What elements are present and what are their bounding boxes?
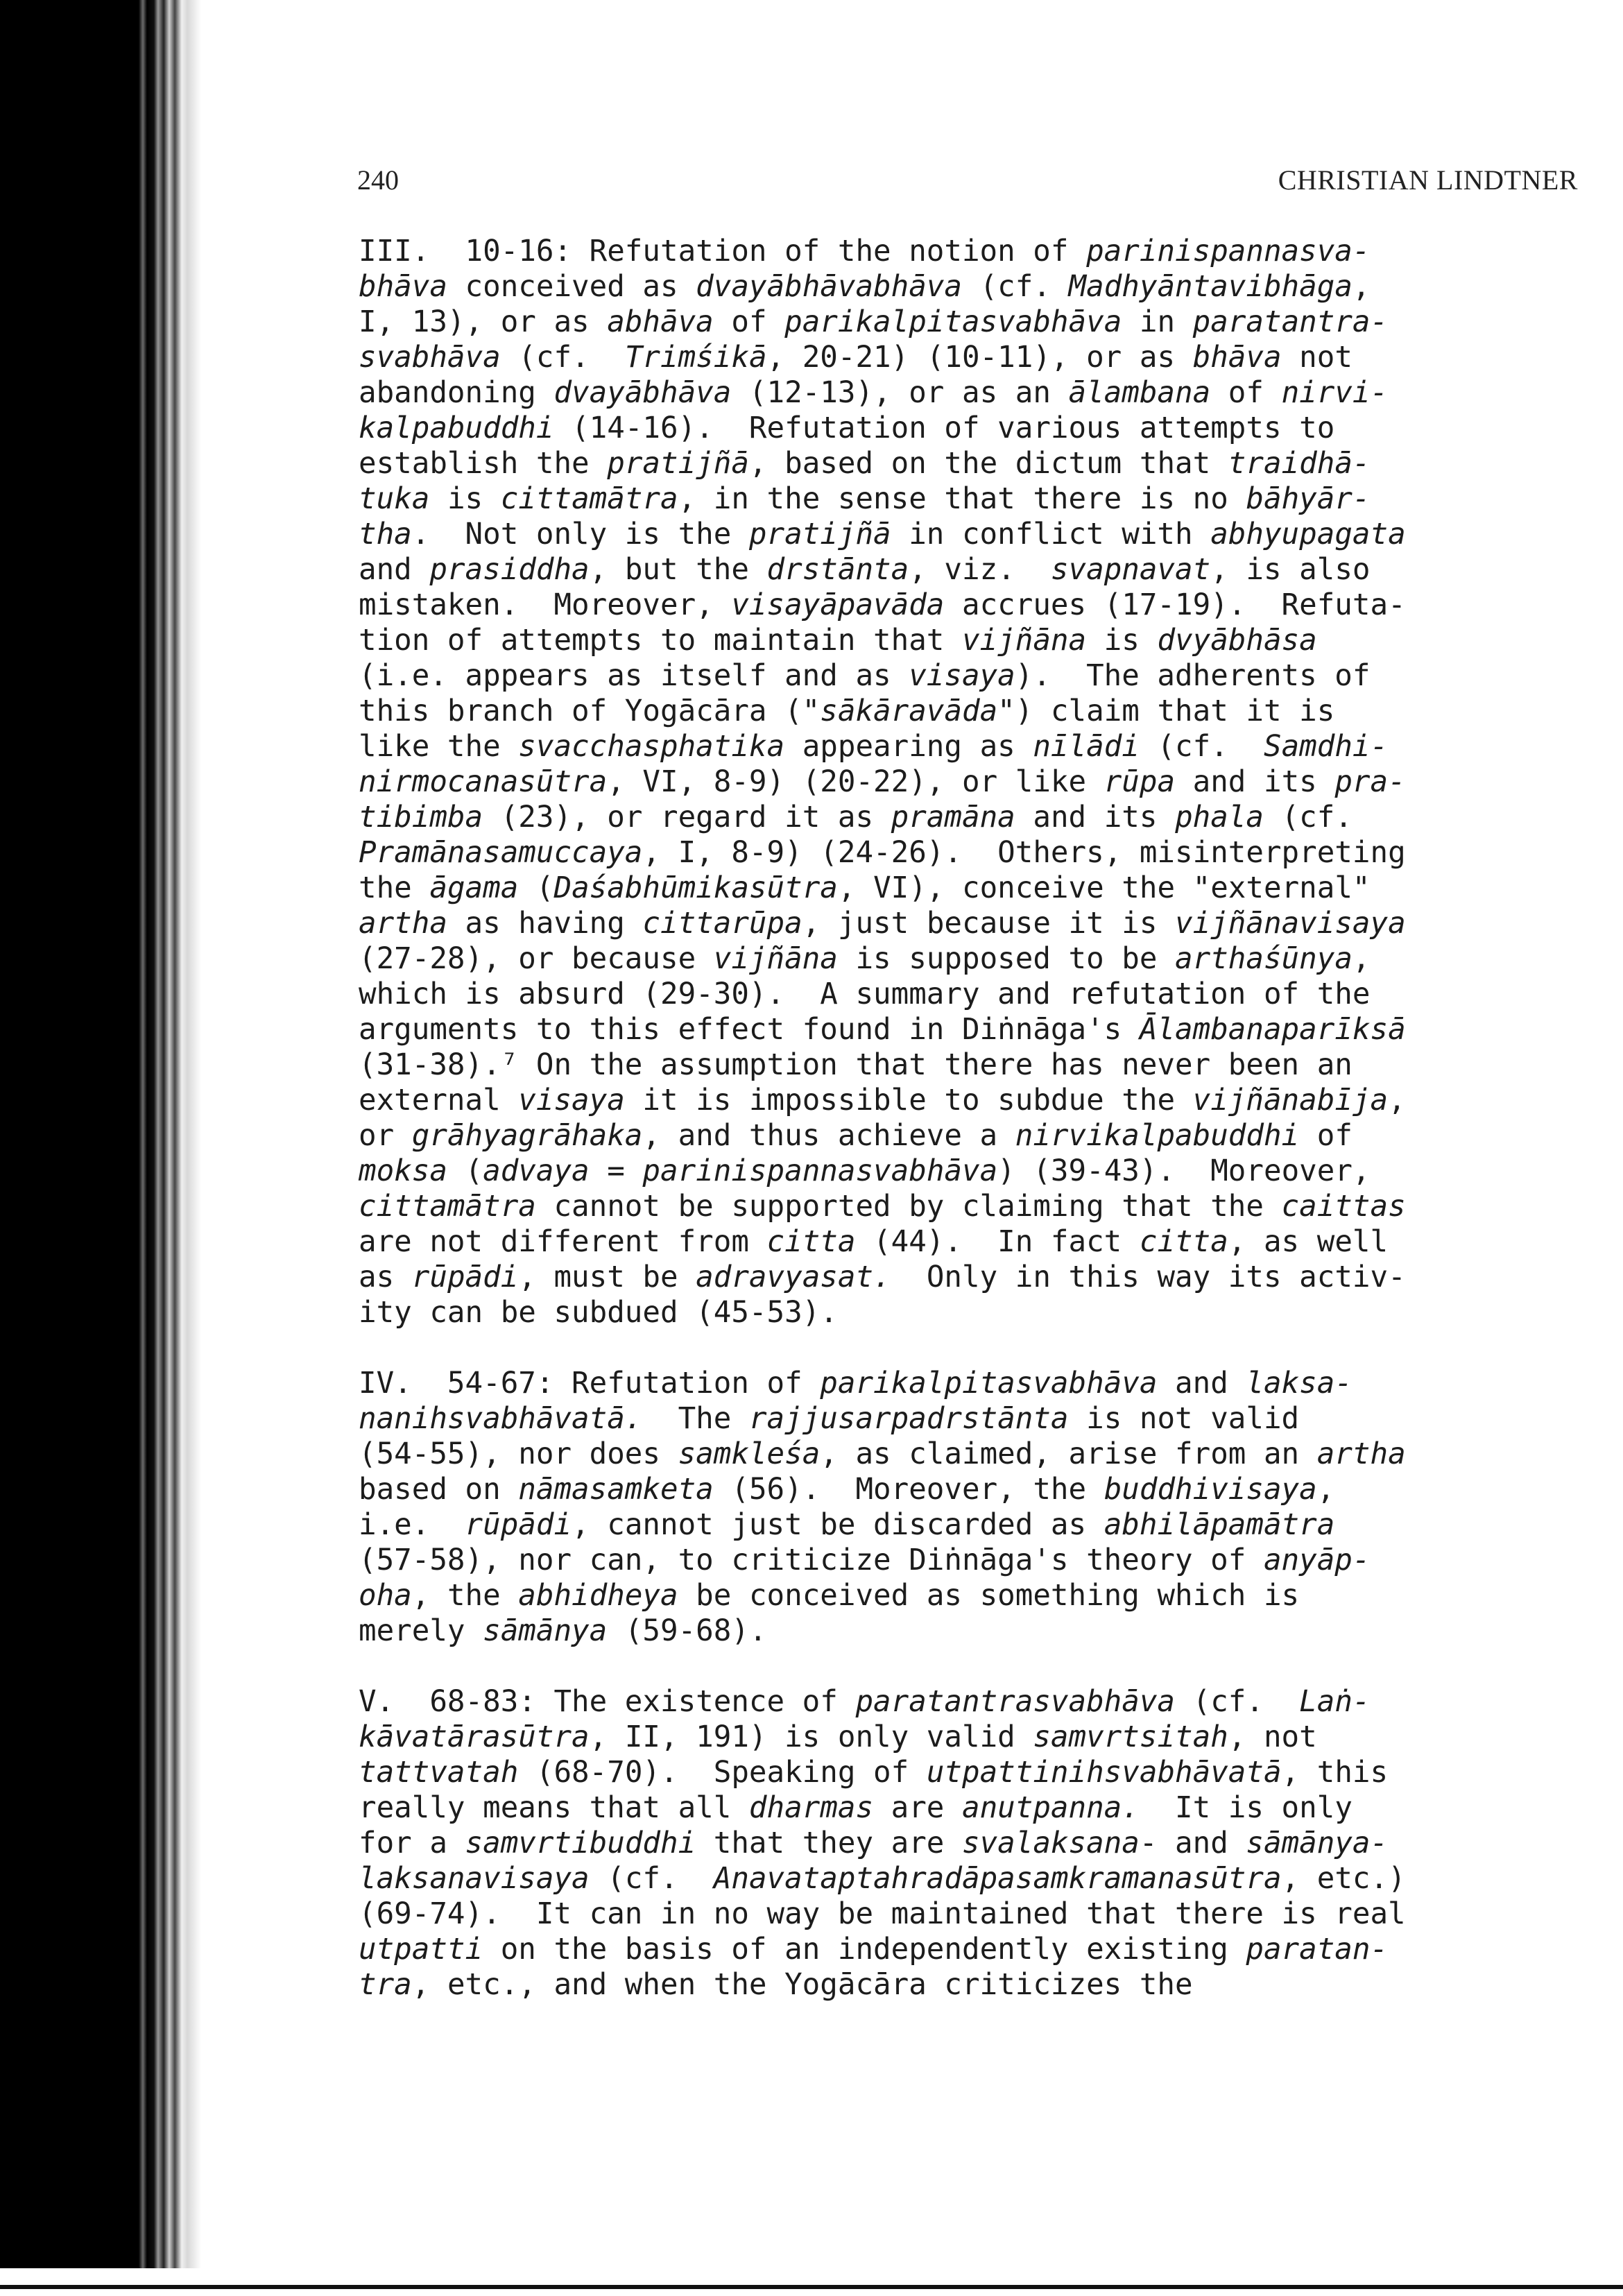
- italic-term: vijñāna: [713, 942, 838, 976]
- text-run: are: [873, 1791, 962, 1825]
- italic-term: abhidheya: [518, 1579, 678, 1613]
- text-run: in: [1122, 305, 1193, 339]
- text-line: [359, 1437, 1579, 1472]
- italic-term: bhāva: [359, 270, 447, 304]
- text-run: cannot be supported by claiming that the: [535, 1190, 1282, 1224]
- italic-term: visaya: [518, 1083, 625, 1117]
- text-run: III. 10-16: Refutation of the notion of: [359, 234, 1087, 268]
- text-run: (68-70). Speaking of: [518, 1756, 927, 1790]
- italic-term: buddhivisaya: [1104, 1473, 1317, 1507]
- paragraph-gap: [359, 1649, 1579, 1684]
- italic-term: Anavataptahradāpasamkramanasūtra: [713, 1862, 1282, 1896]
- text-run: , but the: [589, 553, 767, 587]
- text-line: [359, 1684, 1579, 1720]
- text-run: , II, 191) is only valid: [589, 1720, 1033, 1754]
- italic-term: tra: [359, 1968, 412, 2002]
- text-line: [359, 1932, 1579, 1967]
- italic-term: dvyābhāsa: [1157, 624, 1317, 658]
- text-run: appearing as: [784, 730, 1033, 764]
- text-line: [359, 1613, 1579, 1649]
- text-run: ,: [1352, 942, 1371, 976]
- italic-term: cittamātra: [500, 482, 678, 516]
- italic-term: traidhā-: [1228, 447, 1371, 481]
- italic-term: svabhāva: [359, 341, 501, 375]
- text-run: (cf.: [1139, 730, 1264, 764]
- text-line: [359, 1507, 1579, 1543]
- text-line: [359, 375, 1579, 411]
- text-run: (31-38).⁷ On the assumption that there has never been an: [359, 1048, 1352, 1082]
- italic-term: cittarūpa: [642, 907, 802, 941]
- italic-term: abhāva: [607, 305, 714, 339]
- text-run: (12-13), or as an: [731, 376, 1069, 410]
- text-line: [359, 729, 1579, 764]
- text-run: , and thus achieve a: [642, 1119, 1015, 1153]
- text-run: and its: [1175, 765, 1335, 799]
- text-line: [359, 1012, 1579, 1047]
- text-run: (: [518, 871, 554, 905]
- text-run: (i.e. appears as itself and as: [359, 659, 909, 693]
- italic-term: bhāva: [1192, 341, 1282, 375]
- text-line: [359, 1154, 1579, 1189]
- text-line: [359, 764, 1579, 800]
- italic-term: abhilāpamātra: [1104, 1508, 1335, 1542]
- text-run: , VI), conceive the "external": [837, 871, 1371, 905]
- italic-term: drstānta: [766, 553, 909, 587]
- italic-term: paratantra-: [1192, 305, 1389, 339]
- italic-term: citta: [1139, 1225, 1228, 1259]
- text-run: and: [359, 553, 430, 587]
- italic-term: samkleśa: [678, 1437, 821, 1471]
- italic-term: paratantrasvabhāva: [855, 1685, 1176, 1719]
- italic-term: arthaśūnya: [1175, 942, 1352, 976]
- italic-term: artha: [359, 907, 447, 941]
- text-line: [359, 1295, 1579, 1330]
- italic-term: nāmasamketa: [518, 1473, 714, 1507]
- text-run: , viz.: [909, 553, 1051, 587]
- text-run: (cf.: [1175, 1685, 1300, 1719]
- text-run: , I, 8-9) (24-26). Others, misinterpreting: [642, 836, 1406, 870]
- text-line: [359, 517, 1579, 552]
- italic-term: prasiddha: [429, 553, 590, 587]
- text-run: (14-16). Refutation of various attempts to: [553, 411, 1335, 445]
- text-line: [359, 1224, 1579, 1260]
- text-run: , 20-21) (10-11), or as: [766, 341, 1193, 375]
- italic-term: pratijñā: [748, 517, 891, 551]
- italic-term: sāmānya: [483, 1614, 608, 1648]
- italic-term: tuka: [359, 482, 430, 516]
- text-run: is supposed to be: [837, 942, 1176, 976]
- text-line: [359, 1047, 1579, 1083]
- text-run: I, 13), or as: [359, 305, 608, 339]
- text-line: [359, 1401, 1579, 1437]
- italic-term: laksanavisaya: [359, 1862, 590, 1896]
- text-run: ,: [1316, 1473, 1335, 1507]
- text-line: [359, 340, 1579, 375]
- text-line: [359, 1790, 1579, 1826]
- text-line: [359, 481, 1579, 517]
- text-run: be conceived as something which is: [678, 1579, 1300, 1613]
- italic-term: paratan-: [1246, 1933, 1389, 1967]
- section-v-paragraph: [359, 1684, 1579, 2003]
- italic-term: rūpādi: [465, 1508, 572, 1542]
- italic-term: dharmas: [748, 1791, 874, 1825]
- text-run: conceived as: [447, 270, 696, 304]
- italic-term: kalpabuddhi: [359, 411, 554, 445]
- text-line: [359, 446, 1579, 481]
- page-header: [357, 164, 1578, 198]
- italic-term: anutpanna.: [961, 1791, 1140, 1825]
- text-run: , just because it is: [802, 907, 1176, 941]
- text-run: is not valid: [1068, 1402, 1300, 1436]
- italic-term: ālambana: [1068, 376, 1211, 410]
- text-run: like the: [359, 730, 519, 764]
- italic-term: samvrtibuddhi: [465, 1826, 696, 1860]
- italic-term: svacchasphatika: [518, 730, 785, 764]
- text-run: which is absurd (29-30). A summary and refutation of the: [359, 977, 1371, 1011]
- text-run: is: [429, 482, 501, 516]
- text-line: [359, 871, 1579, 906]
- text-run: , must be: [518, 1260, 696, 1294]
- italic-term: Pramānasamuccaya: [359, 836, 643, 870]
- text-run: as: [359, 1260, 412, 1294]
- text-run: (: [447, 1154, 483, 1188]
- text-run: (56). Moreover, the: [713, 1473, 1104, 1507]
- text-line: [359, 305, 1579, 340]
- text-run: and its: [1015, 800, 1176, 834]
- text-run: accrues (17-19). Refuta-: [944, 588, 1406, 622]
- text-run: , not: [1228, 1720, 1317, 1754]
- text-run: this branch of Yogācāra (": [359, 694, 821, 728]
- italic-term: Daśabhūmikasūtra: [553, 871, 838, 905]
- text-run: the: [359, 871, 430, 905]
- italic-term: nirmocanasūtra: [359, 765, 608, 799]
- book-binding-shadow: [0, 0, 201, 2268]
- text-run: ,: [1388, 1083, 1406, 1117]
- text-run: (54-55), nor does: [359, 1437, 678, 1471]
- text-run: , etc.): [1281, 1862, 1406, 1896]
- text-run: Only in this way its activ-: [891, 1260, 1406, 1294]
- text-run: mistaken. Moreover,: [359, 588, 732, 622]
- text-run: is: [1086, 624, 1158, 658]
- text-run: , VI, 8-9) (20-22), or like: [607, 765, 1104, 799]
- italic-term: Madhyāntavibhāga: [1068, 270, 1352, 304]
- italic-term: parikalpitasvabhāva: [820, 1367, 1158, 1400]
- text-run: (cf.: [1264, 800, 1352, 834]
- paragraph-gap: [359, 1330, 1579, 1366]
- text-line: [359, 1189, 1579, 1224]
- text-line: [359, 1118, 1579, 1154]
- italic-term: samvrtsitah: [1033, 1720, 1228, 1754]
- text-line: [359, 623, 1579, 658]
- text-run: , etc., and when the Yogācāra criticizes the: [411, 1968, 1193, 2002]
- text-line: [359, 1755, 1579, 1790]
- italic-term: vijñānabīja: [1192, 1083, 1389, 1117]
- italic-term: kāvatārasūtra: [359, 1720, 590, 1754]
- text-run: really means that all: [359, 1791, 749, 1825]
- text-run: abandoning: [359, 376, 554, 410]
- text-run: are not different from: [359, 1225, 767, 1259]
- text-line: [359, 1861, 1579, 1896]
- italic-term: dvayābhāvabhāva: [696, 270, 962, 304]
- text-run: IV. 54-67: Refutation of: [359, 1367, 821, 1400]
- section-iv-paragraph: [359, 1366, 1579, 1649]
- text-line: [359, 941, 1579, 977]
- text-line: [359, 1366, 1579, 1401]
- text-line: [359, 1083, 1579, 1118]
- text-run: (cf.: [589, 1862, 714, 1896]
- text-line: [359, 1260, 1579, 1295]
- text-run: for a: [359, 1826, 465, 1860]
- text-run: tion of attempts to maintain that: [359, 624, 962, 658]
- text-run: in conflict with: [891, 517, 1211, 551]
- text-run: of: [1210, 376, 1282, 410]
- italic-term: svapnavat: [1050, 553, 1211, 587]
- text-line: [359, 658, 1579, 694]
- text-run: . Not only is the: [411, 517, 749, 551]
- italic-term: svalaksana: [961, 1826, 1140, 1860]
- text-run: ) (39-43). Moreover,: [997, 1154, 1371, 1188]
- body-text: [359, 234, 1579, 2003]
- text-line: [359, 800, 1579, 835]
- text-line: [359, 411, 1579, 446]
- text-run: , based on the dictum that: [748, 447, 1228, 481]
- italic-term: citta: [766, 1225, 856, 1259]
- text-line: [359, 269, 1579, 305]
- text-run: The: [642, 1402, 749, 1436]
- text-line: [359, 694, 1579, 729]
- section-iii-paragraph: [359, 234, 1579, 1330]
- text-run: - and: [1139, 1826, 1246, 1860]
- italic-term: āgama: [429, 871, 519, 905]
- text-run: V. 68-83: The existence of: [359, 1685, 856, 1719]
- italic-term: rajjusarpadrstānta: [748, 1402, 1069, 1436]
- italic-term: anyāp-: [1263, 1543, 1371, 1577]
- italic-term: laksa-: [1246, 1367, 1352, 1400]
- italic-term: parikalpitasvabhāva: [784, 305, 1122, 339]
- text-line: [359, 1826, 1579, 1861]
- italic-term: tibimba: [359, 800, 483, 834]
- italic-term: tha: [359, 517, 412, 551]
- text-line: [359, 1578, 1579, 1613]
- text-line: [359, 906, 1579, 941]
- italic-term: parinispannasva-: [1086, 234, 1371, 268]
- text-run: , as claimed, arise from an: [820, 1437, 1317, 1471]
- text-run: , as well: [1228, 1225, 1389, 1259]
- page-bottom-edge: [0, 2285, 1623, 2289]
- text-run: It is only: [1139, 1791, 1352, 1825]
- italic-term: parinispannasvabhāva: [642, 1154, 998, 1188]
- text-run: not: [1281, 341, 1352, 375]
- italic-term: advaya: [483, 1154, 590, 1188]
- text-run: ity can be subdued (45-53).: [359, 1296, 838, 1330]
- text-run: establish the: [359, 447, 608, 481]
- italic-term: oha: [359, 1579, 412, 1613]
- italic-term: rūpa: [1104, 765, 1176, 799]
- page-number: 240: [357, 164, 399, 196]
- text-line: [359, 588, 1579, 623]
- text-run: ") claim that it is: [997, 694, 1335, 728]
- text-run: merely: [359, 1614, 483, 1648]
- text-run: , the: [411, 1579, 519, 1613]
- text-run: , this: [1281, 1756, 1389, 1790]
- text-run: based on: [359, 1473, 519, 1507]
- italic-term: abhyupagata: [1210, 517, 1406, 551]
- italic-term: phala: [1175, 800, 1264, 834]
- text-line: [359, 1967, 1579, 2003]
- text-run: , is also: [1210, 553, 1371, 587]
- italic-term: pra-: [1334, 765, 1406, 799]
- text-line: [359, 1720, 1579, 1755]
- italic-term: bāhyār-: [1246, 482, 1371, 516]
- italic-term: pramāna: [891, 800, 1015, 834]
- text-run: or: [359, 1119, 412, 1153]
- italic-term: caittas: [1281, 1190, 1406, 1224]
- text-line: [359, 835, 1579, 871]
- text-run: ,: [1352, 270, 1371, 304]
- italic-term: adravyasat.: [696, 1260, 891, 1294]
- italic-term: utpattinihsvabhāvatā: [926, 1756, 1282, 1790]
- italic-term: moksa: [359, 1154, 447, 1188]
- italic-term: nirvi-: [1281, 376, 1389, 410]
- text-run: on the basis of an independently existing: [483, 1933, 1246, 1967]
- text-line: [359, 552, 1579, 588]
- italic-term: rūpādi: [411, 1260, 519, 1294]
- italic-term: nanihsvabhāvatā.: [359, 1402, 643, 1436]
- italic-term: visaya: [909, 659, 1015, 693]
- italic-term: utpatti: [359, 1933, 483, 1967]
- text-run: external: [359, 1083, 519, 1117]
- text-run: as having: [447, 907, 643, 941]
- running-title: CHRISTIAN LINDTNER: [1278, 164, 1578, 196]
- italic-term: Ālambanaparīksā: [1139, 1013, 1406, 1047]
- italic-term: Laṅ-: [1299, 1685, 1371, 1719]
- italic-term: artha: [1316, 1437, 1406, 1471]
- text-run: , cannot just be discarded as: [572, 1508, 1104, 1542]
- text-run: ). The adherents of: [1015, 659, 1371, 693]
- text-run: (59-68).: [607, 1614, 767, 1648]
- italic-term: Samdhi-: [1264, 730, 1389, 764]
- text-line: [359, 234, 1579, 269]
- italic-term: sākāravāda: [820, 694, 998, 728]
- text-run: of: [713, 305, 785, 339]
- text-run: and: [1157, 1367, 1246, 1400]
- italic-term: tattvatah: [359, 1756, 519, 1790]
- text-run: arguments to this effect found in Diṅnāga's: [359, 1013, 1140, 1047]
- italic-term: cittamātra: [359, 1190, 536, 1224]
- italic-term: visayāpavāda: [731, 588, 945, 622]
- italic-term: vijñāna: [961, 624, 1087, 658]
- italic-term: pratijñā: [607, 447, 749, 481]
- text-line: [359, 1896, 1579, 1932]
- italic-term: Trimśikā: [624, 341, 767, 375]
- text-line: [359, 1543, 1579, 1578]
- text-run: =: [589, 1154, 643, 1188]
- text-run: i.e.: [359, 1508, 465, 1542]
- italic-term: nirvikalpabuddhi: [1015, 1119, 1300, 1153]
- text-run: (27-28), or because: [359, 942, 714, 976]
- text-run: (cf.: [500, 341, 625, 375]
- italic-term: nīlādi: [1033, 730, 1140, 764]
- text-run: (23), or regard it as: [483, 800, 891, 834]
- text-run: of: [1299, 1119, 1352, 1153]
- text-run: (44). In fact: [855, 1225, 1140, 1259]
- text-run: (57-58), nor can, to criticize Diṅnāga's theory of: [359, 1543, 1264, 1577]
- text-run: that they are: [696, 1826, 962, 1860]
- italic-term: grāhyagrāhaka: [411, 1119, 643, 1153]
- text-line: [359, 1472, 1579, 1507]
- text-run: (cf.: [961, 270, 1069, 304]
- italic-term: dvayābhāva: [553, 376, 732, 410]
- italic-term: sāmānya-: [1246, 1826, 1389, 1860]
- text-run: it is impossible to subdue the: [624, 1083, 1193, 1117]
- text-run: (69-74). It can in no way be maintained that there is real: [359, 1897, 1406, 1931]
- text-line: [359, 977, 1579, 1012]
- italic-term: vijñānavisaya: [1175, 907, 1406, 941]
- text-run: , in the sense that there is no: [678, 482, 1246, 516]
